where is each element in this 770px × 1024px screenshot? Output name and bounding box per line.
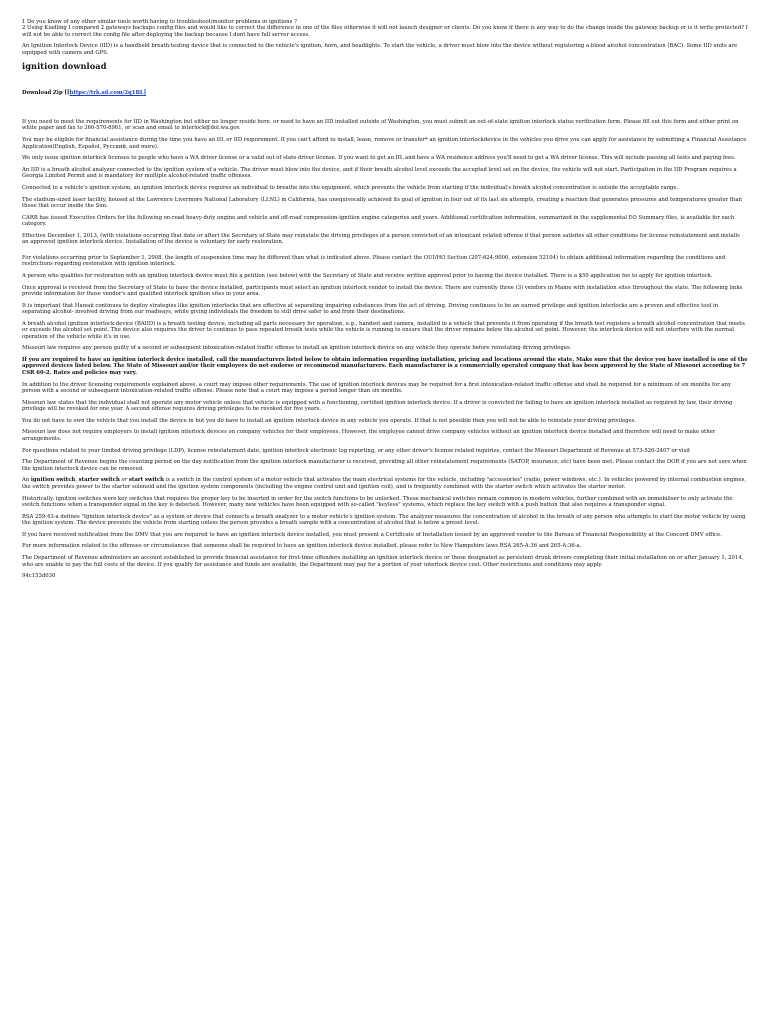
question-1: 1 Do you know of any other similar tools worth having to troubleshoot/monitor problems in ignitions ? (22, 19, 297, 25)
paragraph-manufacturers: If you are required to have an ignition interlock device installed, call the manufacturers listed below to obtain information regarding installation, pricing and locations around the state. Make sure that the device you have installed is one of the approved devices listed below. The State of Missouri and/or their employees do not endorse or recommend manufacturers. Each manufacturer is a commercially operated company that has been approved by the State of Missouri according to 7 CSR 60-2. Rates and policies may vary. (22, 357, 748, 376)
intro-section (22, 19, 748, 56)
ignition-switch-or: or (119, 477, 129, 484)
paragraph-vendors-maine: Once approval is received from the Secretary of State to have the device installed, participants must select an ignition interlock vendor to install the device. There are currently three (3) vendors in Maine with installation sites throughout the state. The following links provide information for those vendor's and qualified interlock ignition sites in your area. (22, 284, 743, 298)
paragraph-connected: Connected to a vehicle's ignition system, an ignition interlock device requires an individual to breathe into the equipment, which prevents the vehicle from starting if the individual's breath alcohol concentration is outside the acceptable range. (22, 185, 679, 192)
paragraph-financial-assistance: You may be eligible for financial assistance during the time you have an IIL or IID requirement. If you can't afford to install, lease, remove or transfer* an ignition interlockdevice in the vehicles you drive you can apply for assistance by submitting a Financial Assistance Application(English, Español, Русский, and more). (22, 137, 747, 150)
paragraph-financial-account: The Department of Revenue administers an account established to provide financial assistance for first-time offenders installing an ignition interlock device or those designated as persistent drunk drivers completing their initial installation on or after January 1, 2014, who are unable to pay the full costs of the device. If you qualify for assistance and funds are available, the Department may pay for a portion of your interlock device cost. Other restrictions and conditions may apply. (22, 555, 744, 568)
paragraph-carb: CARB has issued Executive Orders for the following on-road heavy-duty engine and vehicle and off-road compression-ignition engine categories and years. Additional certification information, summarized in the supplemental EO Summary files, is available for each category. (22, 214, 735, 228)
download-link[interactable]: https://trk.sd.com/2q1BL] (69, 90, 147, 97)
page-title: ignition download (22, 61, 107, 72)
paragraph-violations-2008: For violations occurring prior to September 1, 2008, the length of suspension time may be different than what is indicated above. Please contact the OUI/HO Section (207-624-9000, extension 52104) to obtain additional information regarding the conditions and restrictions regarding restoration with ignition interlock. (22, 254, 726, 268)
iid-definition: An Ignition Interlock Device (IID) is a handheld breath-testing device that is connected to the vehicle's ignition, horn, and headlights. To start the vehicle, a driver must blow into the device without registering a blood alcohol concentration (BAC). Some IID units are equipped with camera and GPS. (22, 43, 738, 56)
paragraph-employers: Missouri law does not require employers to install ignition interlock devices on company vehicles for their employees. However, the employee cannot drive company vehicles without an ignition interlock device installed and therefore will need to make other arrangements. (22, 429, 716, 442)
paragraph-dmv-certificate: If you have received notification from the DMV that you are required to have an ignition interlock device installed, you must present a Certificate of Installation issued by an approved vendor to the Bureau of Financial Responsibility at the Concord DMV office. (22, 531, 722, 538)
ignition-switch-body: is a switch in the control system of a motor vehicle that activates the main electrical systems for the vehicle, including "accessories" (radio, power windows, etc.). In vehicles powered by internal combustion engines, the switch provides power to the starter solenoid and the ignition system components (including the engine control unit and ignition coil), and is frequently combined with the starter switch which activates the starter motor. (22, 477, 746, 490)
paragraph-court-requirements: In addition to the driver licensing requirements explained above, a court may impose other requirements. The use of ignition interlock devices may be required for a first intoxication-related traffic offense and shall be required for a minimum of six months for any person with a second or subsequent intoxication-related traffic offense. Please note that a court may impose a period longer than six months. (22, 381, 731, 394)
download-bracket: [[ (64, 90, 70, 97)
paragraph-wa-license: We only issue ignition interlock licenses to people who have a WA driver license or a valid out of state driver license. If you want to get an IIL and have a WA residence address you'll need to get a WA driver license. This will include passing all tests and paying fees. (22, 155, 736, 162)
paragraph-ldp-questions: For questions related to your limited driving privilege (LDP), license reinstatement date, ignition interlock electronic log reporting, or any other driver's license related inquiries, contact the Missouri Department of Revenue at 573-526-2407 or visit (22, 447, 691, 454)
paragraph-key-switches: Historically, ignition switches were key switches that requires the proper key to be inserted in order for the switch functions to be unlocked. These mechanical switches remain common in modern vehicles, further combined with an immobiliser to only activate the switch functions when a transponder signal in the key is detected. However, many new vehicles have been equipped with so-called "keyless" systems, which replace the key switch with a push button that also requires a transponder signal. (22, 495, 733, 508)
term-start-switch: start switch (128, 477, 164, 484)
paragraph-rsa-definition: RSA 259:43-a defines "Ignition interlock device" as a system or device that connects a breath analyzer to a motor vehicle's ignition system. The analyzer measures the concentration of alcohol in the breath of any person who attempts to start the motor vehicle by using the ignition system. The device prevents the vehicle from starting unless the person provides a breath sample with a concentration of alcohol that is below a preset level. (22, 513, 746, 527)
paragraph-petition: A person who qualifies for restoration with an ignition interlock device must file a petition (see below) with the Secretary of State and receive written approval prior to having the device installed. There is a $50 application fee to apply for ignition interlock. (22, 272, 713, 279)
term-starter-switch: starter switch (78, 477, 120, 484)
question-2: 2 Using Kiadling I compared 2 gateways backups config files and would like to correct the difference in one of the files otherwise it will not launch designer or clients. Do you know if there is any way to do the change inside the gateway backup or is it write protected? I will not be able to correct the config file after deploying the backup because I dont have full server access. (22, 25, 748, 38)
paragraph-hawaii: It is important that Hawaii continues to deploy strategies like ignition interlocks that are effective at separating impairing substances from the act of driving. Driving continues to be an earned privilege and ignition interlocks are a proven and effective tool in separating alcohol- involved driving from our roadways, while giving individuals the freedom to still drive safer to and from their destinations. (22, 302, 719, 316)
paragraph-counting-period: The Department of Revenue begins the counting period on the day notification from the ignition interlock manufacturer is received, providing all other reinstatement requirements (SATOP, insurance, etc) have been met. Please contact the DOR if you are not sure when the ignition interlock device can be removed. (22, 459, 747, 472)
ignition-switch-sep: , (75, 477, 79, 484)
paragraph-nh-laws: For more information related to the offenses or circumstances that someone shall be required to have an ignition interlock device installed, please refer to New Hampshire laws RSA 265-A:36 and 265-A:36-a. (22, 543, 582, 550)
download-line (22, 90, 748, 96)
paragraph-iid-georgia: An IID is a breath alcohol analyzer connected to the ignition system of a vehicle. The driver must blow into the device, and if their breath alcohol level exceeds the accepted level set on the device, the vehicle will not start. Participation in the IID Program requires a Georgia Limited Permit and is mandatory for multiple alcohol-related traffic offenses. (22, 166, 737, 180)
term-ignition-switch: ignition switch (30, 477, 76, 484)
paragraph-own-vehicle: You do not have to own the vehicle that you install the device in but you do have to install an ignition interlock device in any vehicle you operate. If that is not possible then you will not be able to reinstate your driving privileges. (22, 417, 637, 424)
paragraph-missouri-law: Missouri law requires any person guilty of a second or subsequent intoxication-related traffic offense to install an ignition interlock device on any vehicle they operate before reinstating driving privileges. (22, 345, 572, 352)
ignition-switch-lead: An (22, 477, 31, 484)
paragraph-revocation: Missouri law states that the individual shall not operate any motor vehicle unless that vehicle is equipped with a functioning, certified ignition interlock device. If a driver is convicted for failing to have an ignition interlock installed as required by law, their driving privilege will be revoked for one year. A second offense requires driving privileges to be revoked for five years. (22, 399, 733, 413)
document-hash: 94c153d030 (22, 573, 56, 580)
paragraph-baiid: A breath alcohol ignition interlock device (BAIID) is a breath testing device, including all parts necessary for operation, e.g., handset and camera, installed in a vehicle that prevents it from operating if the breath test registers a breath alcohol concentration that meets or exceeds the alcohol set point. The device also requires the driver to continue to pass repeated breath tests while the vehicle is running to ensure that the driver remains below the alcohol set point. However, the interlock device will not interfere with the normal operation of the vehicle while it's in use. (22, 320, 745, 340)
paragraph-llnl: The stadium-sized laser facility, housed at the Lawrence Livermore National Laboratory (LLNL) in California, has unequivocally achieved its goal of ignition in four out of its last six attempts, creating a reaction that generates pressures and temperatures greater than those that occur inside the Sun. (22, 196, 742, 210)
intro-questions (22, 19, 748, 38)
paragraph-effective-2013: Effective December 1, 2013, (with violations occurring that date or after) the Secretary of State may reinstate the driving privileges of a person convicted of an intoxicant related offense if that person satisfies all other conditions for license reinstatement and installs an approved ignition interlock device. Installation of the device is voluntary for early restoration. (22, 232, 740, 246)
download-label: Download Zip (22, 90, 63, 97)
paragraph-ignition-switch (22, 477, 748, 490)
article-body (22, 119, 748, 579)
paragraph-out-of-state: If you need to meet the requirements for IID in Washington but either no longer reside here, or need to have an IID installed outside of Washington, you must submit an out-of-state ignition interlock status verification form. Please fill out this form and either print on white paper and fax to 360-570-8961, or scan and email to interlock@dol.wa.gov. (22, 119, 739, 132)
